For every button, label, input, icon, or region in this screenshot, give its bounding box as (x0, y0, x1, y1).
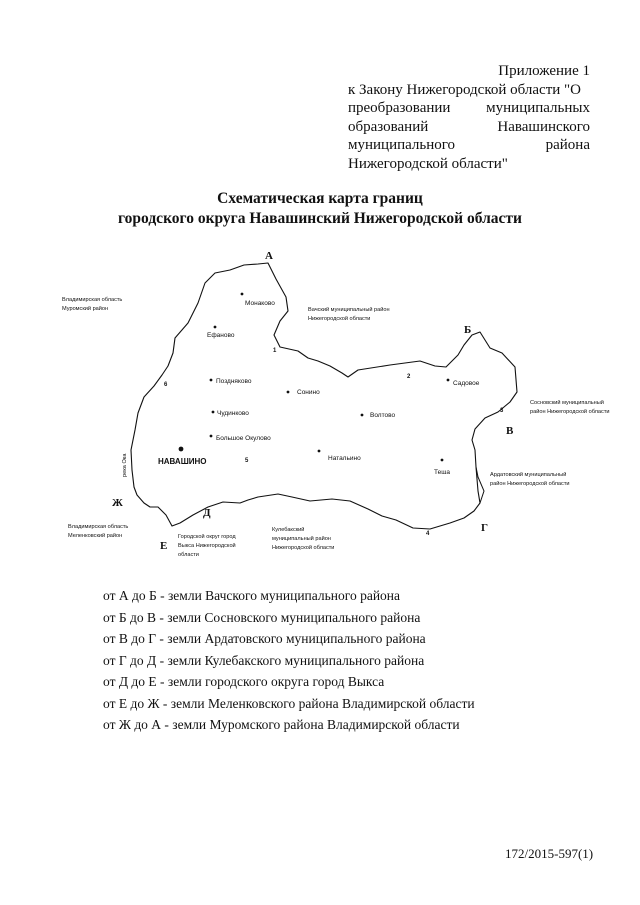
point-g: Г (481, 522, 488, 534)
settlement-voltovo (361, 412, 396, 419)
ardatov-label-1: Ардатовский муниципальный (490, 472, 567, 478)
map-title-line-1: Схематическая карта границ (217, 190, 423, 207)
settlement-label: Чудинково (217, 410, 249, 417)
settlement-label: НАВАШИНО (158, 457, 207, 466)
river-oka-label: река Ока (122, 453, 128, 477)
annex-line-5-left: муниципального (348, 137, 456, 153)
annex-line-5 (348, 136, 590, 155)
settlement-dot (212, 411, 215, 414)
settlement-dot-town (179, 447, 184, 452)
settlement-sonino (287, 389, 321, 396)
annex-line-6: Нижегородской области" (348, 155, 508, 172)
melenki-label-1: Владимирская область (68, 524, 129, 530)
annex-line-3-right: муниципальных (486, 100, 590, 116)
legend-item-zh-a: от Ж до А - земли Муромского района Владимирской области (103, 717, 460, 732)
settlement-label: Ефаново (207, 332, 235, 339)
settlement-dot (447, 379, 450, 382)
legend-item-e-zh: от Е до Ж - земли Меленковского района Владимирской области (103, 695, 475, 711)
point-a: А (265, 250, 273, 262)
settlement-dot (210, 379, 213, 382)
legend-item-v-g: от В до Г - земли Ардатовского муниципального района (103, 631, 426, 646)
murom-label-2: Муромский район (62, 306, 109, 312)
kulebaki-label-3: Нижегородской области (272, 545, 335, 551)
vyksa-label-3: области (178, 552, 199, 558)
annex-line-5-right: района (545, 137, 590, 153)
settlement-navashino (158, 447, 207, 466)
settlement-dot (241, 293, 244, 296)
sosnovskoe-label-2: район Нижегородской области (530, 409, 610, 415)
segment-6: 6 (164, 382, 168, 388)
settlement-dot (318, 450, 321, 453)
annex-line-4-right: Навашинского (497, 118, 590, 135)
settlement-label: Сонино (297, 389, 320, 396)
kulebaki-label-1: Кулебакский (272, 527, 305, 533)
segment-5: 5 (245, 458, 249, 464)
settlement-dot (361, 414, 364, 417)
point-d: Д (203, 507, 211, 519)
boundary-map (40, 245, 620, 565)
map-title-line-2: городского округа Навашинский Нижегородской области (118, 210, 522, 227)
settlement-chudinkovo (212, 410, 250, 417)
segment-4: 4 (426, 531, 430, 537)
sosnovskoe-label-1: Сосновский муниципальный (530, 400, 604, 406)
annex-line-2: к Закону Нижегородской области "О (348, 81, 581, 98)
segment-1: 1 (273, 348, 277, 354)
annex-line-4-left: образований (348, 118, 429, 135)
settlement-label: Садовое (453, 380, 480, 387)
boundary-legend (103, 585, 475, 736)
settlement-bolshoe-okulovo (210, 435, 272, 442)
settlement-efanovo (207, 326, 235, 339)
annex-line-3-left: преобразовании (348, 100, 451, 116)
district-boundary (131, 263, 517, 529)
settlement-label: Большое Окулово (216, 435, 271, 442)
legend-item-g-d: от Г до Д - земли Кулебакского муниципального района (103, 652, 425, 668)
legend-item-a-b: от А до Б - земли Вачского муниципального района (103, 588, 401, 603)
annex-line-1: Приложение 1 (498, 63, 590, 79)
murom-label-1: Владимирская область (62, 297, 123, 303)
settlement-label: Волтово (370, 412, 396, 419)
point-zh: Ж (112, 497, 123, 509)
legend-item-b-v: от Б до В - земли Сосновского муниципального района (103, 609, 421, 625)
settlement-label: Теша (434, 469, 451, 476)
point-v: В (506, 425, 514, 437)
vacha-label-1: Вачский муниципальный район (308, 307, 390, 313)
segment-2: 2 (407, 374, 411, 380)
settlement-sadovo (447, 379, 480, 387)
settlement-label: Монаково (245, 300, 275, 307)
point-b: Б (464, 324, 472, 336)
settlement-dot (214, 326, 217, 329)
settlement-monakovo (241, 293, 276, 307)
legend-item-d-e: от Д до Е - земли городского округа город Выкса (103, 674, 385, 689)
vyksa-label-1: Городской округ город (178, 534, 236, 540)
settlement-dot (287, 391, 290, 394)
vacha-label-2: Нижегородской области (308, 316, 371, 322)
settlement-natalino (318, 450, 361, 462)
vyksa-label-2: Выкса Нижегородской (178, 543, 236, 549)
settlement-label: Натальино (328, 455, 361, 462)
settlement-dot (210, 435, 213, 438)
segment-3: 3 (500, 408, 504, 414)
kulebaki-label-2: муниципальный район (272, 536, 331, 542)
melenki-label-2: Меленковский район (68, 533, 123, 539)
settlement-dot (441, 459, 444, 462)
point-e: Е (160, 540, 168, 552)
settlement-label: Поздняково (216, 378, 252, 385)
annex-line-4 (348, 118, 590, 137)
annex-header (348, 62, 590, 173)
annex-line-3 (348, 99, 590, 118)
document-number: 172/2015-597(1) (505, 846, 594, 861)
settlement-pozdnyakovo (210, 378, 252, 385)
ardatov-label-2: район Нижегородской области (490, 481, 570, 487)
settlement-tesha (434, 459, 450, 476)
